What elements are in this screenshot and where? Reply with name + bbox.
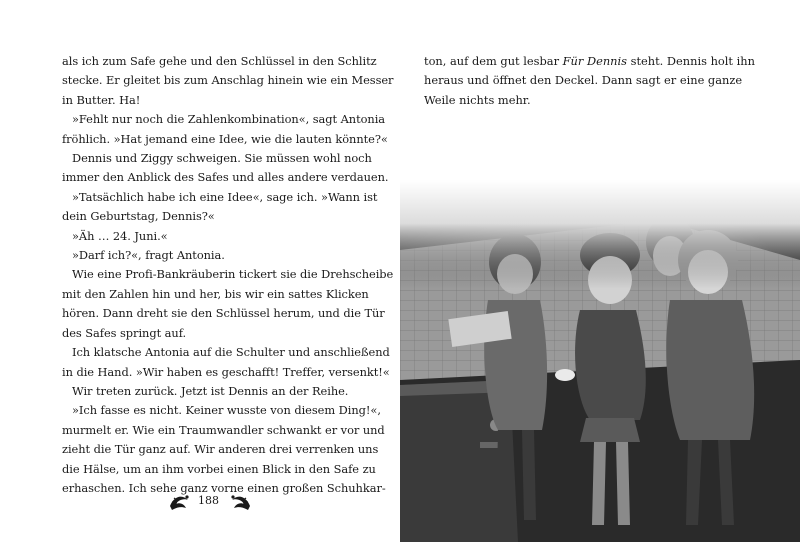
text-line: erhaschen. Ich sehe ganz vorne einen großen Schuhkar- — [62, 480, 386, 495]
text-line: »Ich fasse es nicht. Keiner wusste von diesem Ding!«, — [72, 403, 381, 418]
text-segment: ton, auf dem gut lesbar — [424, 54, 563, 68]
text-line: immer den Anblick des Safes und alles andere verdauen. — [62, 170, 389, 185]
text-line: stecke. Er gleitet bis zum Anschlag hinein wie ein Messer — [62, 73, 394, 88]
body-text — [62, 52, 394, 498]
text-line: Ich klatsche Antonia auf die Schulter und anschließend — [72, 345, 390, 360]
text-line: »Darf ich?«, fragt Antonia. — [72, 248, 225, 263]
text-line: »Tatsächlich habe ich eine Idee«, sage ich. »Wann ist — [72, 189, 378, 204]
body-text — [424, 52, 755, 110]
ornament-left-icon — [168, 492, 192, 512]
text-line: »Fehlt nur noch die Zahlenkombination«, sagt Antonia — [72, 112, 386, 127]
text-line: »Äh … 24. Juni.« — [72, 228, 168, 243]
text-line: die Hälse, um an ihm vorbei einen Blick in den Safe zu — [62, 461, 376, 476]
text-line: Wir treten zurück. Jetzt ist Dennis an der Reihe. — [72, 383, 349, 398]
text-segment: steht. Dennis holt ihn — [626, 54, 755, 68]
illustration — [400, 180, 800, 542]
text-line: heraus und öffnet den Deckel. Dann sagt er eine ganze — [424, 73, 743, 88]
text-line: Weile nichts mehr. — [424, 92, 531, 107]
text-line: dein Geburtstag, Dennis?« — [62, 209, 215, 224]
text-line: als ich zum Safe gehe und den Schlüssel in den Schlitz — [62, 54, 377, 68]
page-folio — [168, 492, 238, 512]
text-line: in die Hand. »Wir haben es geschafft! Treffer, versenkt!« — [62, 364, 390, 379]
page-number: 188 — [198, 494, 219, 507]
right-page — [400, 0, 800, 542]
text-line: zieht die Tür ganz auf. Wir anderen drei verrenken uns — [62, 442, 379, 457]
text-line: in Butter. Ha! — [62, 92, 141, 107]
text-line: fröhlich. »Hat jemand eine Idee, wie die lauten könnte?« — [62, 131, 388, 146]
italic-text: Für Dennis — [562, 54, 627, 68]
text-line: Dennis und Ziggy schweigen. Sie müssen wohl noch — [72, 151, 372, 166]
text-line: Wie eine Profi-Bankräuberin tickert sie die Drehscheibe — [72, 267, 394, 282]
text-line — [424, 52, 755, 71]
text-line: mit den Zahlen hin und her, bis wir ein sattes Klicken — [62, 286, 369, 301]
text-line: des Safes springt auf. — [62, 325, 187, 340]
text-line: hören. Dann dreht sie den Schlüssel herum, und die Tür — [62, 306, 385, 321]
ornament-right-icon — [226, 492, 252, 512]
text-line: murmelt er. Wie ein Traumwandler schwankt er vor und — [62, 422, 385, 437]
